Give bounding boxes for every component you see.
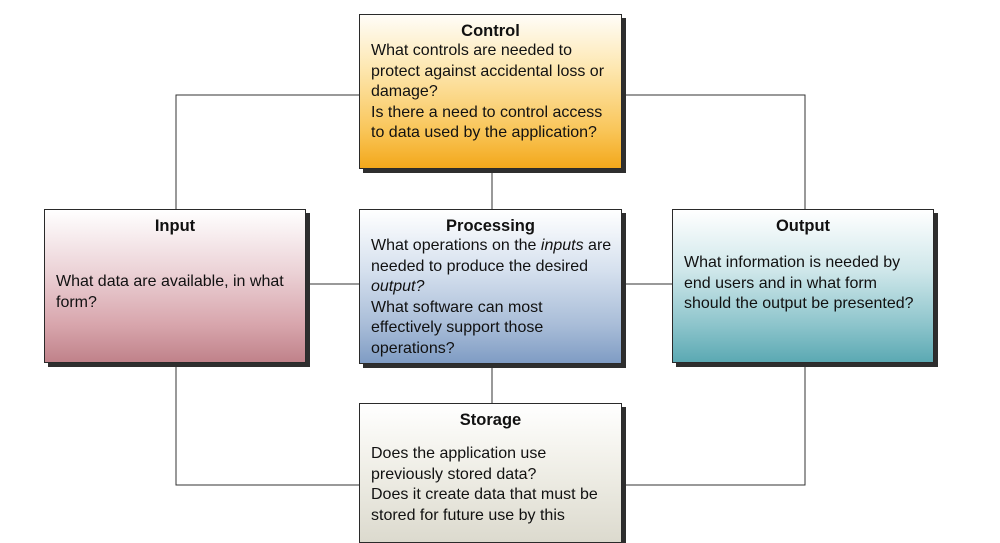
storage-title: Storage <box>459 411 522 429</box>
control-text <box>360 41 621 144</box>
control-question-1: What controls are needed to protect against accidental loss or damage? <box>371 42 605 101</box>
connector-control-input <box>176 95 359 209</box>
processing-title: Processing <box>446 217 535 235</box>
output-title: Output <box>775 217 831 235</box>
input-question-1: What data are available, in what form? <box>56 273 284 311</box>
processing-text <box>360 236 621 360</box>
storage-box <box>359 403 622 543</box>
storage-question-1: Does the application use previously stored data? <box>371 445 547 483</box>
input-title: Input <box>154 217 196 235</box>
connector-input-storage <box>176 363 359 485</box>
storage-question-2: Does it create data that must be stored for future use by this <box>371 486 598 524</box>
output-question-1: What information is needed by end users and in what form should the output be presented? <box>684 254 914 313</box>
control-box <box>359 14 622 169</box>
storage-text <box>360 430 621 526</box>
connector-output-storage <box>622 363 805 485</box>
processing-question-1: What operations on the inputs are needed to produce the desired output? <box>371 237 612 296</box>
input-text <box>45 236 305 313</box>
processing-question-2: What software can most effectively support those operations? <box>371 298 544 357</box>
processing-box <box>359 209 622 364</box>
control-title: Control <box>461 22 520 40</box>
output-box <box>672 209 934 363</box>
control-question-2: Is there a need to control access to data used by the application? <box>371 103 603 142</box>
output-text <box>673 236 933 315</box>
connector-control-output <box>622 95 805 209</box>
input-box <box>44 209 306 363</box>
